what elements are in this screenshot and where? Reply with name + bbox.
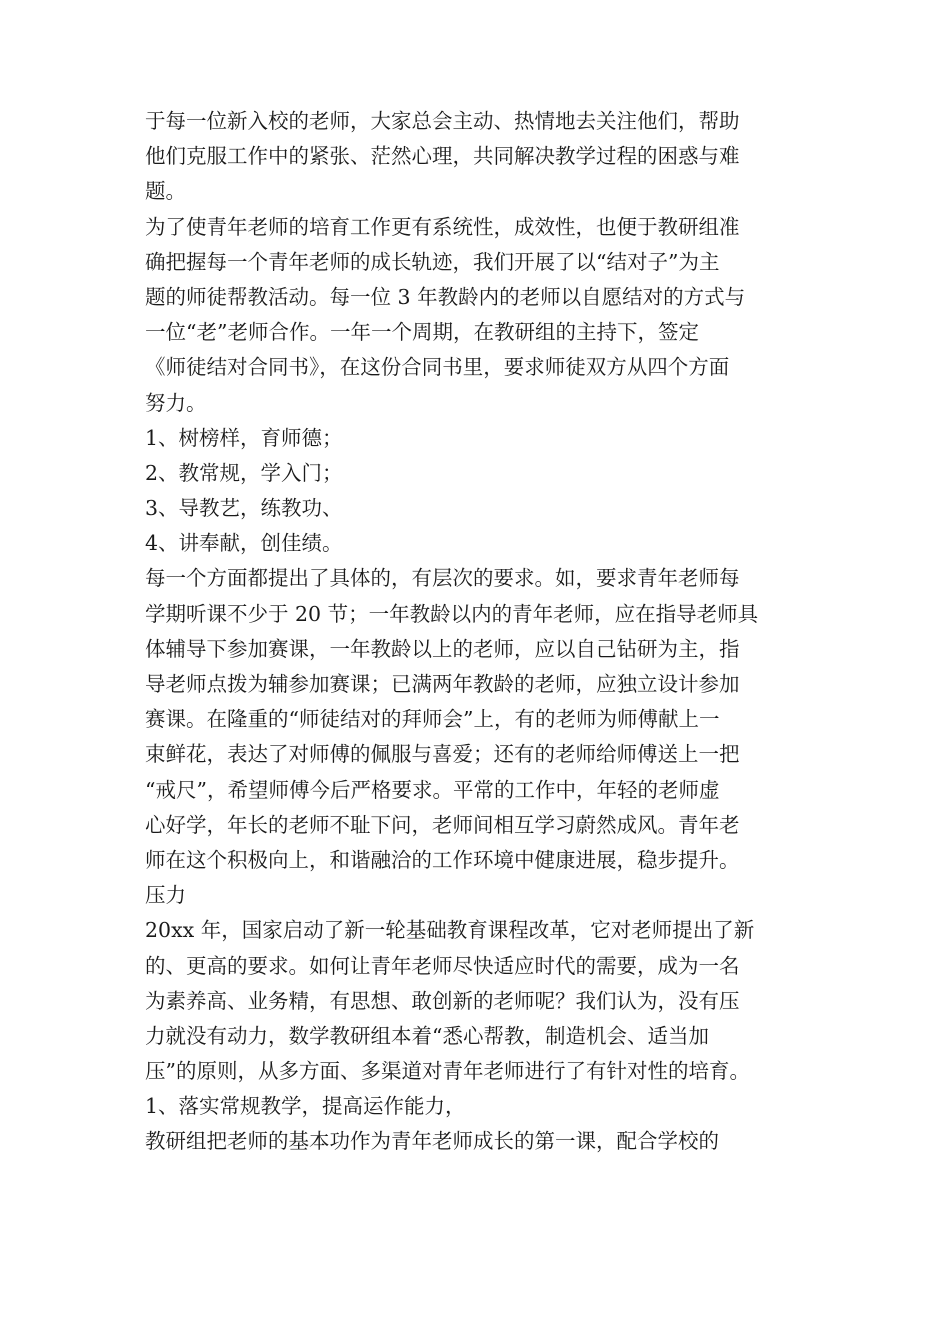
text-line: 压”的原则，从多方面、多渠道对青年老师进行了有针对性的培育。 [145, 1059, 750, 1084]
section-heading: 压力 [145, 883, 186, 908]
list-item: 2、教常规，学入门； [145, 460, 343, 485]
text-line: 20xx 年，国家启动了新一轮基础教育课程改革，它对老师提出了新 [145, 918, 755, 943]
text-line: 体辅导下参加赛课，一年教龄以上的老师，应以自己钻研为主，指 [145, 636, 740, 661]
text-line: “戒尺”，希望师傅今后严格要求。平常的工作中，年轻的老师虚 [145, 777, 720, 802]
text-line: 心好学，年长的老师不耻下问，老师间相互学习蔚然成风。青年老 [145, 812, 740, 837]
text-line: 师在这个积极向上，和谐融洽的工作环境中健康进展，稳步提升。 [145, 847, 740, 872]
text-line: 束鲜花，表达了对师傅的佩服与喜爱；还有的老师给师傅送上一把 [145, 742, 740, 767]
text-line: 赛课。在隆重的“师徒结对的拜师会”上，有的老师为师傅献上一 [145, 707, 720, 732]
list-item: 1、树榜样，育师德； [145, 425, 343, 450]
text-line: 为素养高、业务精，有思想、敢创新的老师呢？我们认为，没有压 [145, 988, 740, 1013]
document-body [145, 104, 809, 1160]
text-line: 题的师徒帮教活动。每一位 3 年教龄内的老师以自愿结对的方式与 [145, 284, 746, 309]
text-line: 他们克服工作中的紧张、茫然心理，共同解决教学过程的困惑与难 [145, 144, 740, 169]
text-line: 一位“老”老师合作。一年一个周期，在教研组的主持下，签定 [145, 320, 699, 345]
text-line: 为了使青年老师的培育工作更有系统性，成效性，也便于教研组准 [145, 214, 740, 239]
list-item: 4、讲奉献，创佳绩。 [145, 531, 343, 556]
text-line: 于每一位新入校的老师，大家总会主动、热情地去关注他们，帮助 [145, 109, 740, 133]
text-line: 每一个方面都提出了具体的，有层次的要求。如，要求青年老师每 [145, 566, 740, 591]
text-line: 力就没有动力，数学教研组本着“悉心帮教，制造机会、适当加 [145, 1023, 709, 1048]
text-line: 学期听课不少于 20 节；一年教龄以内的青年老师，应在指导老师具 [145, 601, 759, 626]
text-line: 导老师点拨为辅参加赛课；已满两年教龄的老师，应独立设计参加 [145, 672, 740, 696]
list-item: 3、导教艺，练教功、 [145, 496, 343, 521]
text-line: 教研组把老师的基本功作为青年老师成长的第一课，配合学校的 [145, 1129, 719, 1154]
text-line: 的、更高的要求。如何让青年老师尽快适应时代的需要，成为一名 [145, 953, 740, 978]
list-item: 1、落实常规教学，提高运作能力， [145, 1094, 466, 1119]
text-line: 努力。 [145, 390, 207, 415]
text-line: 题。 [145, 179, 186, 204]
text-line: 确把握每一个青年老师的成长轨迹，我们开展了以“结对子”为主 [145, 249, 720, 274]
text-line: 《师徒结对合同书》，在这份合同书里，要求师徒双方从四个方面 [145, 355, 730, 380]
